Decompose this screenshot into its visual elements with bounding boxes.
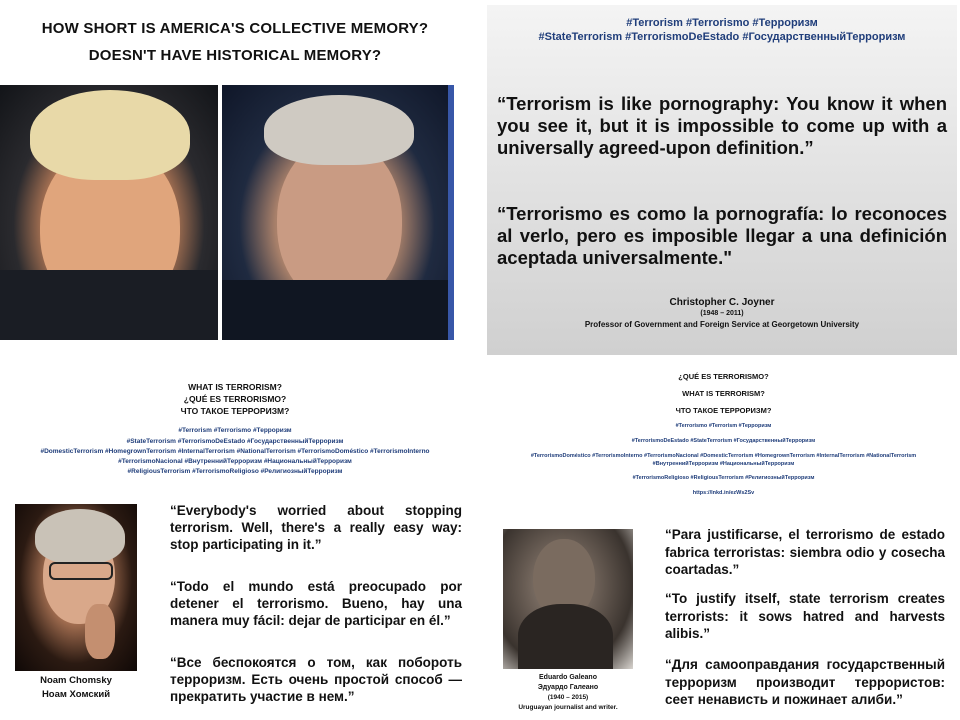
hashtag-line: #TerrorismoDeEstado #StateTerrorism #ГосударственныйТерроризм	[631, 438, 816, 444]
hashtags-line1: #Terrorism #Terrorismo #Терроризм	[626, 17, 818, 29]
caption-name-ru: Ноам Хомский	[41, 689, 111, 700]
caption-description: Uruguayan journalist and writer.	[518, 704, 618, 711]
portrait-photo-right	[222, 85, 452, 340]
portrait-photo-left	[0, 85, 218, 340]
quote-spanish: “Terrorismo es como la pornografía: lo reconoces al verlo, pero es imposible llegar a una definición aceptada universalmente."	[497, 203, 947, 268]
chomsky-portrait	[15, 504, 137, 671]
photo-edge-stripe	[448, 85, 454, 340]
quote-english: “Everybody's worried about stopping terrorism. Well, there's a really easy way: stop participating in it.”	[170, 503, 462, 552]
chomsky-quote-panel	[0, 372, 470, 720]
galeano-portrait	[503, 529, 633, 669]
question-english: WHAT IS TERRORISM?	[188, 382, 282, 392]
question-russian: ЧТО ТАКОЕ ТЕРРОРИЗМ?	[180, 406, 290, 416]
panel-title-line1: HOW SHORT IS AMERICA'S COLLECTIVE MEMORY?	[41, 20, 429, 37]
hashtag-line: #Terrorism #Terrorismo #Терроризм	[178, 427, 292, 434]
author-name: Christopher C. Joyner	[669, 297, 775, 308]
quote-english: “To justify itself, state terrorism creates terrorists: it sows hatred and harvests alibis.”	[665, 591, 945, 641]
quote-russian: “Все беспокоятся о том, как побороть терроризм. Есть очень простой способ — прекратить участие в нем.”	[170, 655, 462, 704]
panel-title-line2: DOESN'T HAVE HISTORICAL MEMORY?	[88, 47, 382, 64]
galeano-quote-panel	[487, 362, 960, 720]
quote-spanish: “Para justificarse, el terrorismo de estado fabrica terroristas: siembra odio y cosecha coartadas.”	[665, 527, 945, 577]
question-spanish: ¿QUÉ ES TERRORISMO?	[183, 394, 287, 404]
caption-years: (1940 – 2015)	[547, 694, 589, 701]
short-link[interactable]: https://lnkd.in/ezWs2Sv	[692, 490, 755, 496]
caption-name-en: Noam Chomsky	[40, 675, 112, 686]
quote-english: “Terrorism is like pornography: You know it when you see it, but it is impossible to come up with a universally agreed-upon definition.”	[497, 93, 947, 158]
question-spanish: ¿QUÉ ES TERRORISMO?	[678, 372, 769, 381]
hashtag-line: #TerrorismoReligioso #ReligiousTerrorism #РелигиозныйТерроризм	[632, 475, 815, 481]
hashtag-line: #TerrorismoNacional #ВнутреннийТерроризм #НациональныйТерроризм	[118, 458, 352, 465]
hashtag-line: #TerrorismoDoméstico #TerrorismoInterno #TerrorismoNacional #DomesticTerrorism #HomegrownTerrorism #InternalTerrorism #NationalTerrorism	[530, 453, 917, 459]
author-years: (1948 – 2011)	[700, 310, 744, 317]
quote-russian: “Для самооправдания государственный терроризм производит террористов: сеет ненависть и пожинает алиби.”	[665, 657, 945, 707]
question-russian: ЧТО ТАКОЕ ТЕРРОРИЗМ?	[675, 406, 772, 415]
memory-panel	[0, 0, 470, 345]
joyner-quote-panel	[487, 5, 957, 355]
quote-spanish: “Todo el mundo está preocupado por detener el terrorismo. Bueno, hay una manera muy fácil: dejar de participar en él.”	[170, 579, 462, 628]
hashtag-line: #DomesticTerrorism #HomegrownTerrorism #InternalTerrorism #NationalTerrorism #TerrorismoDoméstico #TerrorismoInterno	[40, 448, 430, 455]
caption-name-es: Eduardo Galeano	[539, 674, 597, 681]
hashtag-line: #StateTerrorism #TerrorismoDeEstado #ГосударственныйТерроризм	[126, 438, 344, 445]
question-english: WHAT IS TERRORISM?	[682, 389, 765, 398]
author-title: Professor of Government and Foreign Service at Georgetown University	[584, 320, 860, 329]
hashtag-line: #ReligiousTerrorism #TerrorismoReligioso #РелигиозныйТерроризм	[127, 468, 343, 475]
hashtags-line2: #StateTerrorism #TerrorismoDeEstado #ГосударственныйТерроризм	[538, 31, 906, 43]
hashtag-line: #Terrorismo #Terrorism #Терроризм	[675, 423, 772, 429]
caption-name-ru: Эдуардо Галеано	[537, 684, 599, 691]
hashtag-line: #ВнутреннийТерроризм #НациональныйТерроризм	[652, 461, 795, 467]
